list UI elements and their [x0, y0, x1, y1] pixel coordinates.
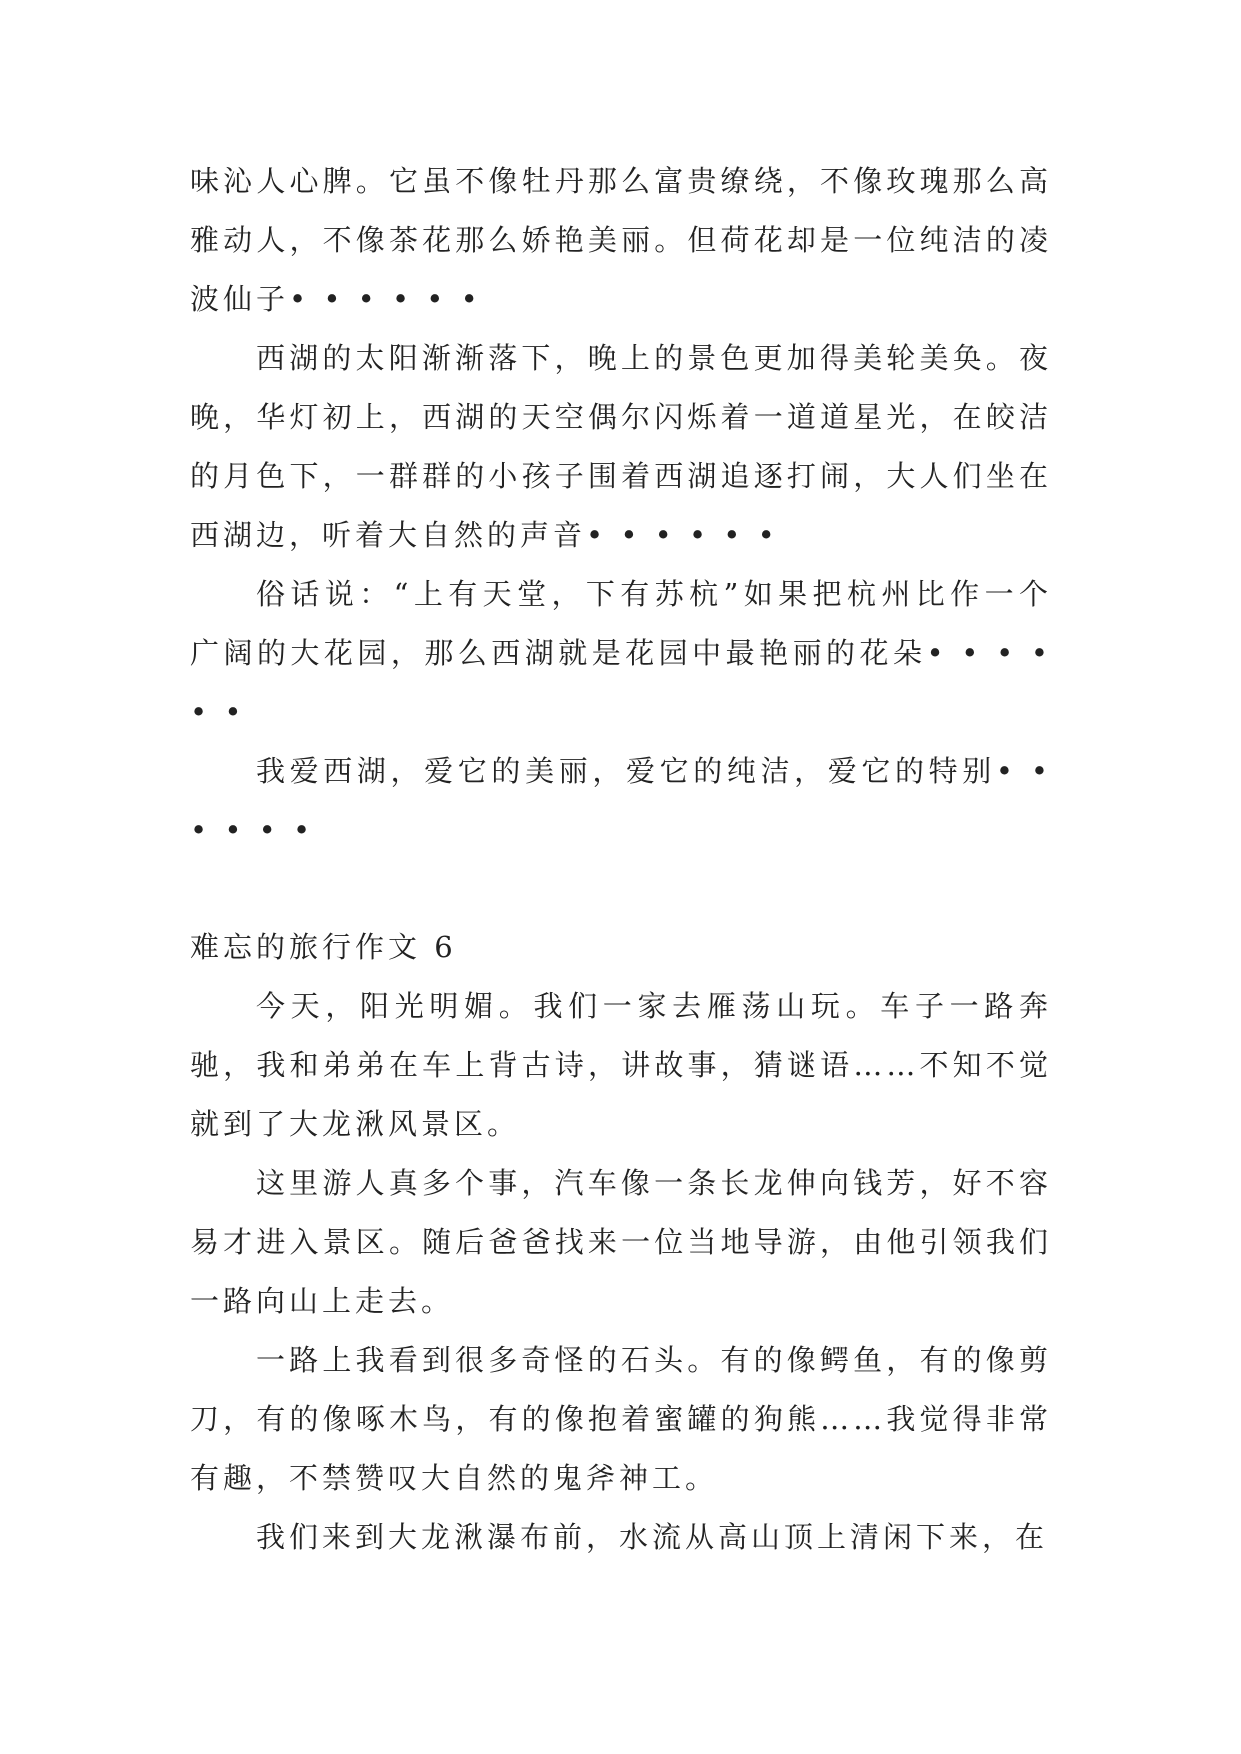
- paragraph-west-lake-night: 西湖的太阳渐渐落下，晚上的景色更加得美轮美奂。夜晚，华灯初上，西湖的天空偶尔闪烁着一道道星光，在皎洁的月色下，一群群的小孩子围着西湖追逐打闹，大人们坐在西湖边，听着大自然的声音• • • • • •: [190, 341, 1052, 552]
- section-gap: [190, 860, 1052, 918]
- document-page: [190, 152, 1052, 1567]
- paragraph-trip-start: 今天，阳光明媚。我们一家去雁荡山玩。车子一路奔驰，我和弟弟在车上背古诗，讲故事，猜谜语……不知不觉就到了大龙湫风景区。: [190, 989, 1052, 1141]
- essay-title: 难忘的旅行作文 6: [190, 930, 457, 964]
- paragraph-crowds: 这里游人真多个事，汽车像一条长龙伸向钱芳，好不容易才进入景区。随后爸爸找来一位当地导游，由他引领我们一路向山上走去。: [190, 1166, 1052, 1318]
- paragraph-waterfall: 我们来到大龙湫瀑布前，水流从高山顶上清闲下来，在: [256, 1520, 1049, 1554]
- paragraph-stones: 一路上我看到很多奇怪的石头。有的像鳄鱼，有的像剪刀，有的像啄木鸟，有的像抱着蜜罐的狗熊……我觉得非常有趣，不禁赞叹大自然的鬼斧神工。: [190, 1343, 1052, 1495]
- paragraph-love-west-lake: 我爱西湖，爱它的美丽，爱它的纯洁，爱它的特别• • • • • •: [190, 754, 1052, 847]
- paragraph-continuation: 味沁人心脾。它虽不像牡丹那么富贵缭绕，不像玫瑰那么高雅动人，不像茶花那么娇艳美丽。但荷花却是一位纯洁的凌波仙子• • • • • •: [190, 164, 1052, 316]
- paragraph-proverb: 俗话说：“上有天堂，下有苏杭”如果把杭州比作一个广阔的大花园，那么西湖就是花园中最艳丽的花朵• • • • • •: [190, 577, 1052, 729]
